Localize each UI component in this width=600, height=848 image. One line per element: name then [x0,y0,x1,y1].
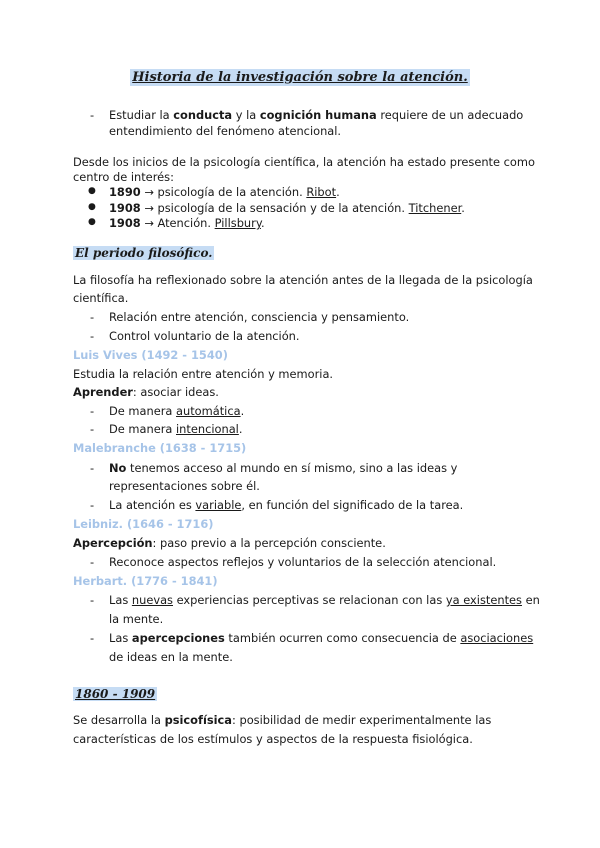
vives-dash-1: De manera automática. [109,404,245,418]
dash-marker: - [90,593,95,607]
author-herbart: Herbart. (1776 - 1841) [73,574,218,588]
desde-line-1: Desde los inicios de la psicología científica, la atención ha estado presente como [73,155,535,169]
leib-apercepcion: Apercepción: paso previo a la percepción consciente. [73,536,386,550]
desde-line-2: centro de interés: [73,170,174,184]
dash-marker: - [90,555,95,569]
filo-dash-1: Relación entre atención, consciencia y pensamiento. [109,310,410,324]
dash-marker: - [90,108,95,122]
bullet-marker: ● [88,202,96,212]
bullet-marker: ● [88,217,96,227]
psico-line-1: Se desarrolla la psicofísica: posibilidad de medir experimentalmente las [73,713,492,727]
psico-line-2: características de los estímulos y aspectos de la respuesta fisiológica. [73,732,473,746]
vives-aprender: Aprender: asociar ideas. [73,385,219,399]
herb-dash-2-line-2: de ideas en la mente. [109,650,233,664]
dash-marker: - [90,461,95,475]
male-dash-1: No tenemos acceso al mundo en sí mismo, sino a las ideas y [109,461,458,475]
filo-line-1: La filosofía ha reflexionado sobre la atención antes de la llegada de la psicología [73,273,533,287]
dash-marker: - [90,498,95,512]
title-text: Historia de la investigación sobre la atención. [132,70,468,85]
section-heading-1860-1909: 1860 - 1909 [75,687,156,701]
author-leibniz: Leibniz. (1646 - 1716) [73,517,214,531]
herb-dash-2: Las apercepciones también ocurren como consecuencia de asociaciones [109,631,534,645]
male-dash-1-line-2: representaciones sobre él. [109,479,260,493]
filo-line-2: científica. [73,291,129,305]
vives-line-1: Estudia la relación entre atención y memoria. [73,367,334,381]
intro-line-2: entendimiento del fenómeno atencional. [109,124,342,138]
timeline-item: 1890 → psicología de la atención. Ribot. [109,185,340,199]
vives-dash-2: De manera intencional. [109,422,243,436]
bullet-marker: ● [88,186,96,196]
leib-dash-1: Reconoce aspectos reflejos y voluntarios de la selección atencional. [109,555,497,569]
dash-marker: - [90,404,95,418]
timeline-item: 1908 → psicología de la sensación y de la atención. Titchener. [109,201,465,215]
intro-line-1: Estudiar la conducta y la cognición humana requiere de un adecuado [109,108,524,122]
dash-marker: - [90,329,95,343]
timeline-item: 1908 → Atención. Pillsbury. [109,216,265,230]
dash-marker: - [90,631,95,645]
male-dash-2: La atención es variable, en función del significado de la tarea. [109,498,464,512]
herb-dash-1-line-2: la mente. [109,612,164,626]
author-malebranche: Malebranche (1638 - 1715) [73,441,247,455]
filo-dash-2: Control voluntario de la atención. [109,329,300,343]
author-vives: Luis Vives (1492 - 1540) [73,348,228,362]
dash-marker: - [90,422,95,436]
document-title [0,70,600,85]
herb-dash-1: Las nuevas experiencias perceptivas se relacionan con las ya existentes en [109,593,540,607]
dash-marker: - [90,310,95,324]
section-heading-philosophical: El periodo filosófico. [75,246,213,260]
